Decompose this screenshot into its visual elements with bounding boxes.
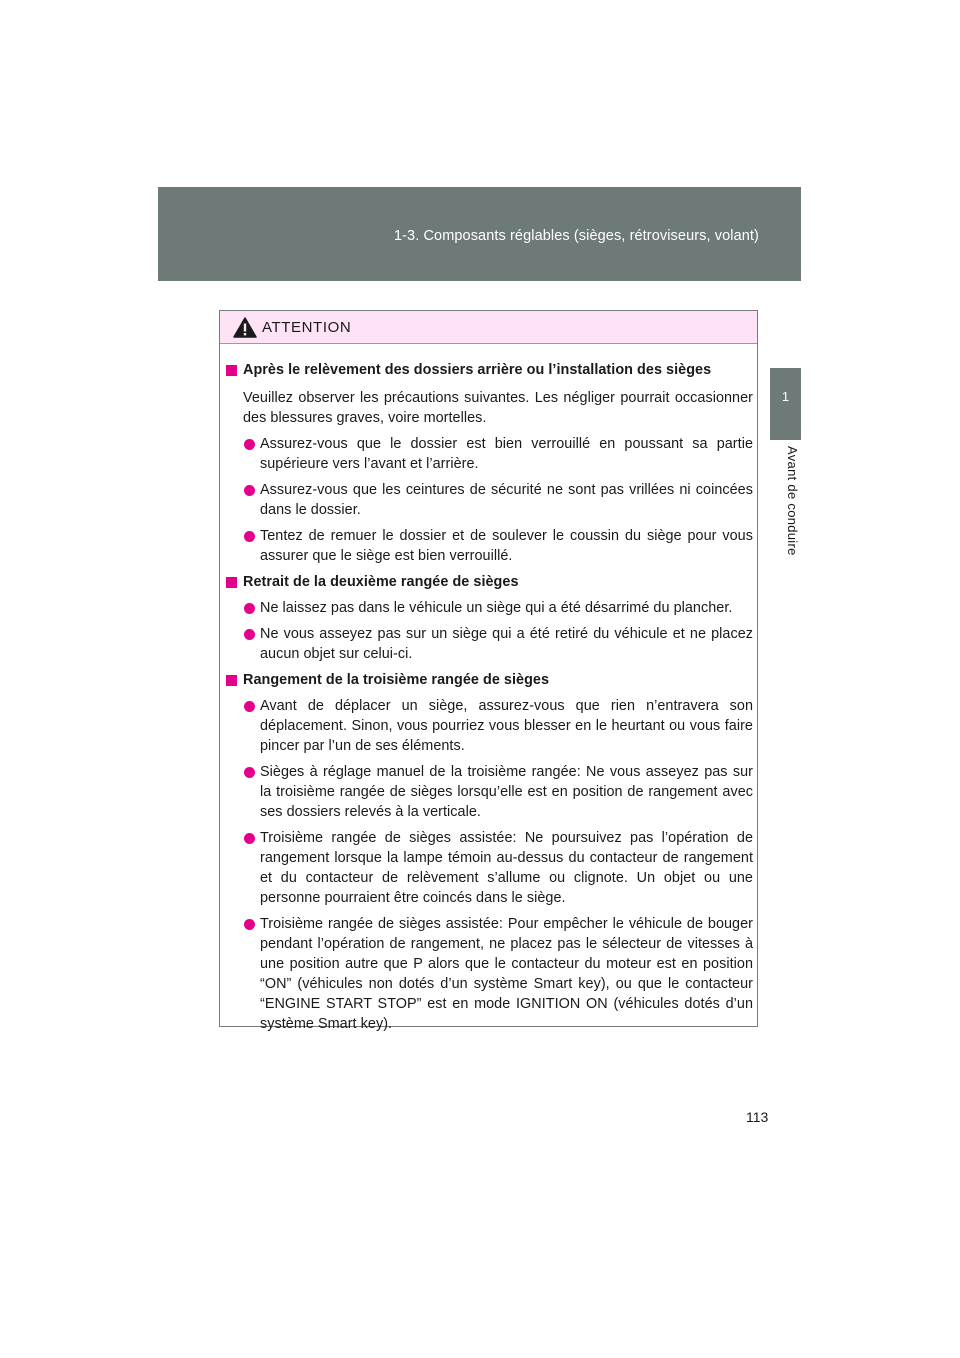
circle-bullet-icon bbox=[244, 629, 255, 640]
page-number: 113 bbox=[746, 1109, 769, 1125]
warning-box bbox=[219, 310, 758, 1032]
section-intro: Veuillez observer les précautions suivantes. Les négliger pourrait occasionner des blessures graves, voire mortelles. bbox=[243, 390, 753, 426]
bullet-item: Tentez de remuer le dossier et de soulever le coussin du siège pour vous assurer que le siège est bien verrouillé. bbox=[226, 526, 753, 566]
chapter-number: 1 bbox=[781, 389, 790, 404]
bullet-item: Ne laissez pas dans le véhicule un siège qui a été désarrimé du plancher. bbox=[226, 598, 753, 618]
bullet-item: Assurez-vous que le dossier est bien verrouillé en poussant sa partie supérieure vers l’avant et l’arrière. bbox=[226, 434, 753, 474]
square-marker-icon bbox=[226, 365, 237, 376]
circle-bullet-icon bbox=[244, 919, 255, 930]
section-title: 1-3. Composants réglables (sièges, rétroviseurs, volant) bbox=[393, 228, 759, 244]
bullet-item: Troisième rangée de sièges assistée: Pour empêcher le véhicule de bouger pendant l’opération de rangement, ne placez pas le sélecteur de vitesses à une position autre que P alors que le contacteur du moteur est en position “ON” (véhicules non dotés d’un système Smart key), ou que le contacteur “ENGINE START STOP” est en mode IGNITION ON (véhicules dotés d’un système Smart key). bbox=[226, 914, 753, 1034]
bullet-item: Ne vous asseyez pas sur un siège qui a été retiré du véhicule et ne placez aucun objet sur celui-ci. bbox=[226, 624, 753, 664]
circle-bullet-icon bbox=[244, 439, 255, 450]
bullet-item: Troisième rangée de sièges assistée: Ne poursuivez pas l’opération de rangement lorsque la lampe témoin au-dessus du contacteur de rangement et du contacteur de relèvement s’allume ou clignote. Un objet ou une personne pourraient être coincés dans le siège. bbox=[226, 828, 753, 908]
circle-bullet-icon bbox=[244, 701, 255, 712]
header-band bbox=[158, 187, 801, 281]
bullet-item: Sièges à réglage manuel de la troisième rangée: Ne vous asseyez pas sur la troisième rangée de sièges lorsqu’elle est en position de rangement avec ses dossiers relevés à la verticale. bbox=[226, 762, 753, 822]
circle-bullet-icon bbox=[244, 833, 255, 844]
square-marker-icon bbox=[226, 675, 237, 686]
square-marker-icon bbox=[226, 577, 237, 588]
chapter-label: Avant de conduire bbox=[785, 446, 800, 556]
section-heading: Retrait de la deuxième rangée de sièges bbox=[226, 572, 753, 592]
section-heading: Rangement de la troisième rangée de sièges bbox=[226, 670, 753, 690]
bullet-item: Avant de déplacer un siège, assurez-vous que rien n’entravera son déplacement. Sinon, vous pourriez vous blesser en le heurtant ou vous faire pincer par l’un de ses éléments. bbox=[226, 696, 753, 756]
circle-bullet-icon bbox=[244, 531, 255, 542]
warning-header bbox=[220, 311, 757, 344]
warning-triangle-icon bbox=[233, 317, 257, 338]
circle-bullet-icon bbox=[244, 603, 255, 614]
chapter-tab bbox=[770, 368, 801, 440]
bullet-item: Assurez-vous que les ceintures de sécurité ne sont pas vrillées ni coincées dans le dossier. bbox=[226, 480, 753, 520]
circle-bullet-icon bbox=[244, 767, 255, 778]
section-heading: Après le relèvement des dossiers arrière ou l’installation des sièges bbox=[226, 360, 753, 380]
warning-body bbox=[220, 344, 757, 1034]
warning-title: ATTENTION bbox=[262, 319, 352, 336]
circle-bullet-icon bbox=[244, 485, 255, 496]
